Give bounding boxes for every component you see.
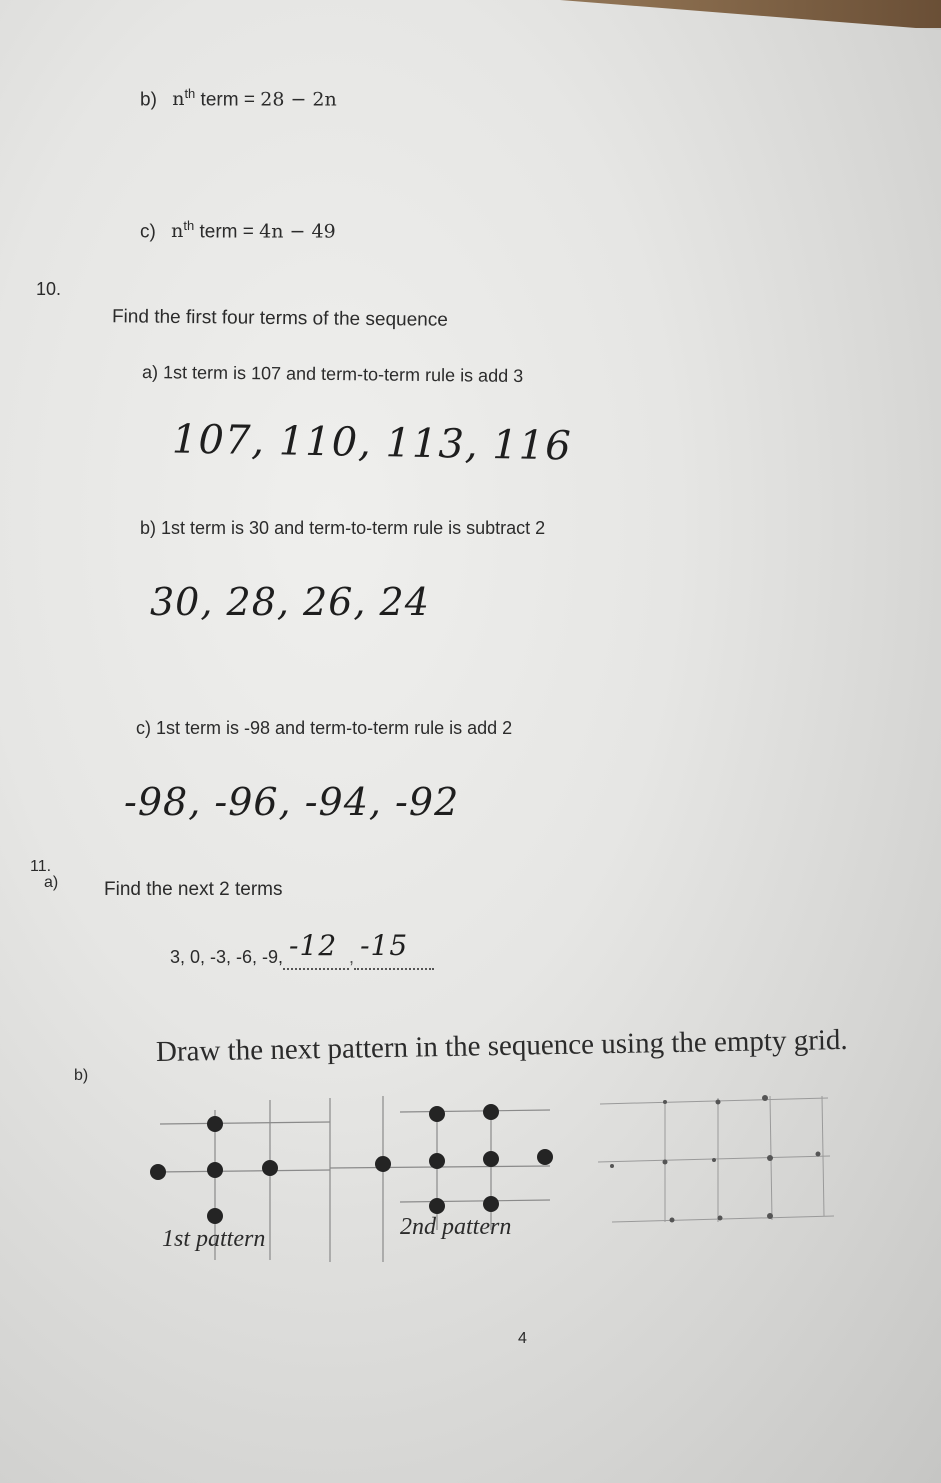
q11b-instruction: Draw the next pattern in the sequence using the empty grid. [155, 1023, 848, 1068]
grid-line [155, 1170, 330, 1172]
dot [537, 1149, 553, 1165]
grid-line [160, 1122, 330, 1124]
pencil-mark [762, 1095, 768, 1101]
grid-line [612, 1216, 834, 1222]
grid-line [600, 1098, 828, 1104]
q9c-expression: 4n − 49 [259, 220, 336, 243]
q9b-term: term [195, 89, 239, 111]
q9b-n: n [172, 88, 185, 111]
pencil-mark [816, 1152, 821, 1157]
q11a-label: a) [44, 874, 59, 891]
pattern-1-label: 1st pattern [162, 1226, 266, 1252]
pencil-mark [663, 1160, 668, 1165]
q10c-label: c) [136, 718, 151, 738]
q10-number: 10. [36, 279, 62, 299]
dot [429, 1106, 445, 1122]
pencil-mark [718, 1216, 723, 1221]
q9c-term: term [194, 221, 238, 243]
q9c-equals: = [242, 221, 254, 243]
q11a-sequence: 3, 0, -3, -6, -9, [170, 947, 284, 967]
dot [207, 1116, 223, 1132]
pencil-mark [716, 1100, 721, 1105]
dot [483, 1104, 499, 1120]
q10a-handwritten-answer: 107, 110, 113, 116 [171, 416, 573, 470]
pencil-mark [712, 1158, 716, 1162]
dot [429, 1198, 445, 1214]
q10-instruction: Find the first four terms of the sequence [111, 306, 448, 331]
dot [483, 1151, 499, 1167]
pencil-mark [663, 1100, 667, 1104]
dot [207, 1162, 223, 1178]
page-number: 4 [518, 1330, 527, 1347]
pencil-mark [610, 1164, 614, 1168]
q9c-label: c) [140, 221, 156, 243]
pattern-1-dots [150, 1116, 278, 1224]
q9b-expression: 28 − 2n [260, 88, 337, 111]
q9b-sup: th [184, 86, 196, 101]
empty-grid-pencil-marks [610, 1095, 821, 1223]
empty-grid [598, 1096, 834, 1222]
grid-line [400, 1200, 550, 1202]
q10c-handwritten-answer: -98, -96, -94, -92 [124, 780, 460, 824]
q10c-text: 1st term is -98 and term-to-term rule is add 2 [156, 718, 513, 738]
q10a-label: a) [141, 362, 159, 383]
q11a-answer-1: -12 [289, 929, 338, 962]
grid-line [400, 1110, 550, 1112]
q11-number: 11. [30, 858, 52, 875]
q11a-sequence-line: 3, 0, -3, -6, -9, -12 , -15 [170, 947, 434, 970]
pattern-2-label: 2nd pattern [400, 1214, 512, 1240]
dot [207, 1208, 223, 1224]
pattern-2-dots [375, 1104, 553, 1214]
q10b-text: 1st term is 30 and term-to-term rule is subtract 2 [161, 518, 546, 538]
q9c-sup: th [183, 218, 195, 233]
q11b-label: b) [74, 1067, 89, 1084]
pencil-mark [767, 1155, 773, 1161]
q11a-instruction: Find the next 2 terms [104, 879, 283, 900]
q9c-n: n [171, 220, 184, 243]
pencil-mark [670, 1218, 675, 1223]
dot [262, 1160, 278, 1176]
dot [483, 1196, 499, 1212]
pencil-mark [767, 1213, 773, 1219]
q9b-equals: = [243, 89, 255, 111]
q10a-text: 1st term is 107 and term-to-term rule is add 3 [162, 362, 524, 386]
q10b-handwritten-answer: 30, 28, 26, 24 [150, 580, 430, 624]
q11a-answer-2: -15 [360, 929, 409, 962]
q10b-label: b) [140, 518, 157, 538]
dot [429, 1153, 445, 1169]
q9b-label: b) [140, 89, 157, 111]
dot [375, 1156, 391, 1172]
dot [150, 1164, 166, 1180]
